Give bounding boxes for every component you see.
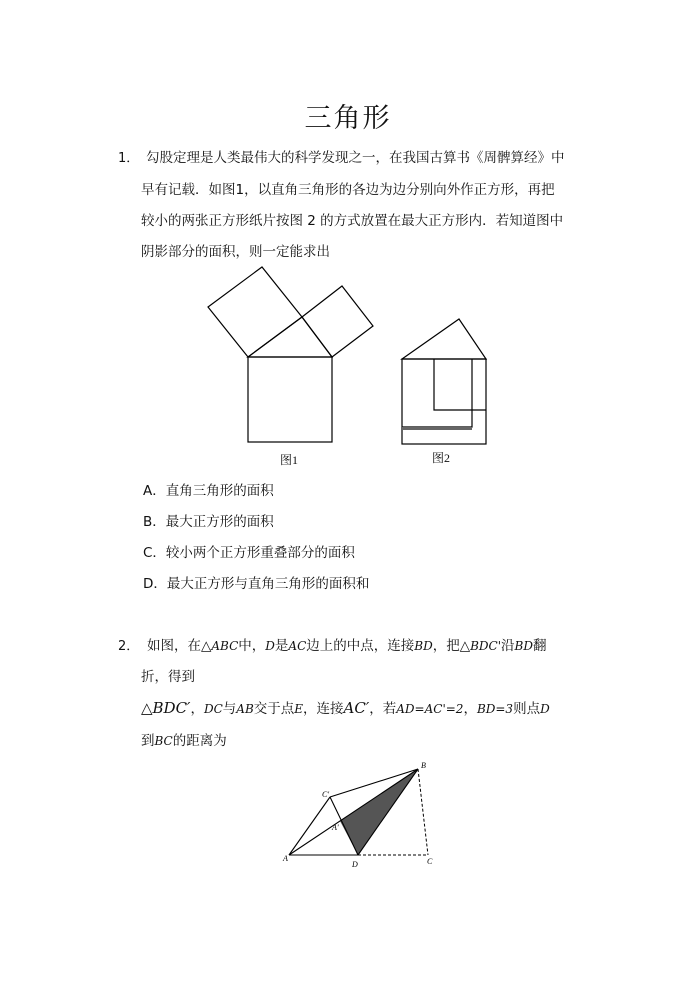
segment-a-c1 bbox=[289, 797, 330, 855]
q2-line-2: 折，得到 bbox=[141, 669, 195, 685]
label-c-prime: C' bbox=[322, 790, 330, 799]
page-title: 三角形 bbox=[304, 103, 392, 134]
fig2-caption: 图2 bbox=[432, 451, 451, 465]
q1-option-b[interactable]: B．最大正方形的面积 bbox=[143, 514, 274, 530]
segment-b-c-dashed bbox=[418, 769, 428, 855]
q1-option-d[interactable]: D．最大正方形与直角三角形的面积和 bbox=[143, 576, 370, 592]
label-a-prime: A' bbox=[332, 823, 339, 832]
label-d: D bbox=[352, 860, 358, 869]
q2-number: 2． bbox=[118, 639, 140, 654]
q2-line-1: 如图，在△ABC中，D是AC边上的中点，连接BD，把△BDC'沿BD翻 bbox=[147, 638, 547, 654]
fig1-caption: 图1 bbox=[280, 453, 299, 467]
q1-option-c[interactable]: C．较小两个正方形重叠部分的面积 bbox=[143, 545, 355, 561]
label-c: C bbox=[427, 857, 433, 866]
q1-number: 1． bbox=[118, 151, 140, 166]
q1-line-3: 较小的两张正方形纸片按图 2 的方式放置在最大正方形内．若知道图中 bbox=[141, 213, 564, 229]
q2-line-4: 到BC的距离为 bbox=[141, 733, 227, 749]
q1-line-2: 早有记载．如图1，以直角三角形的各边为边分别向外作正方形，再把 bbox=[141, 182, 555, 198]
q1-line-4: 阴影部分的面积，则一定能求出 bbox=[141, 244, 330, 260]
q2-line-3: △BDC′，DC与AB交于点E，连接AC′，若AD=AC'=2，BD=3则点D bbox=[141, 699, 550, 717]
label-a: A bbox=[283, 854, 288, 863]
q1-option-a[interactable]: A．直角三角形的面积 bbox=[143, 483, 274, 499]
q1-line-1: 勾股定理是人类最伟大的科学发现之一，在我国古算书《周髀算经》中 bbox=[146, 150, 565, 166]
label-b: B bbox=[421, 761, 426, 770]
